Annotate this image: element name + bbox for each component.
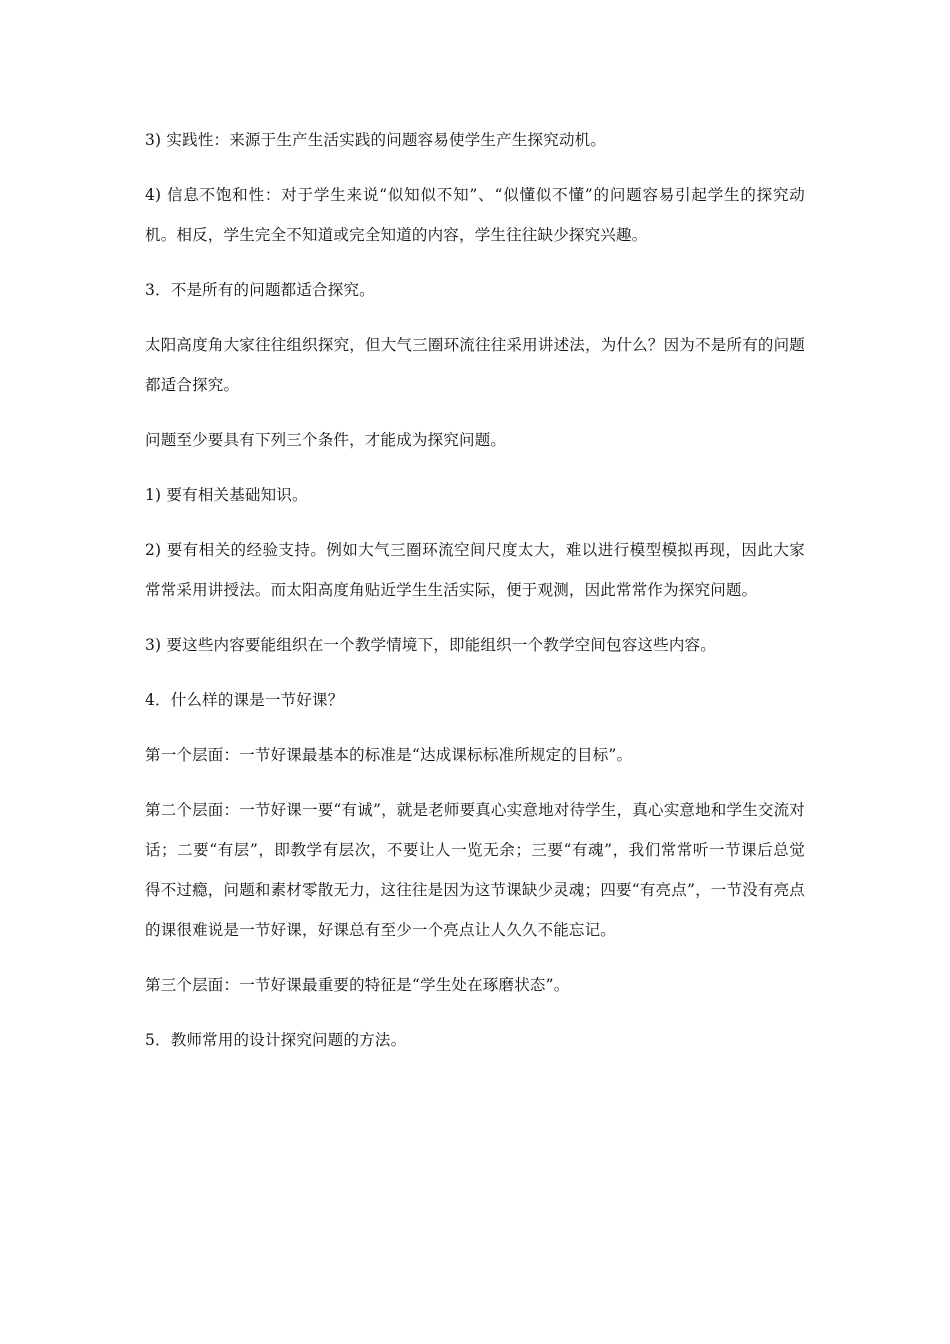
paragraph-level-3: 第三个层面：一节好课最重要的特征是“学生处在琢磨状态”。 (145, 976, 570, 994)
paragraph-level-1: 第一个层面：一节好课最基本的标准是“达成课标标准所规定的目标”。 (145, 746, 633, 764)
paragraph-level-2: 第二个层面：一节好课一要“有诚”，就是老师要真心实意地对待学生，真心实意地和学生交流对话；二要“有层”，即教学有层次，不要让人一览无余；三要“有魂”，我们常常听一节课后总觉得不过瘾，问题和素材零散无力，这往往是因为这节课缺少灵魂；四要“有亮点”，一节没有亮点的课很难说是一节好课，好课总有至少一个亮点让人久久不能忘记。 (145, 801, 805, 939)
condition-1: 1) 要有相关基础知识。 (145, 486, 308, 504)
paragraph-solar-altitude-example: 太阳高度角大家往往组织探究，但大气三圈环流往往采用讲述法，为什么？因为不是所有的问题都适合探究。 (145, 336, 805, 394)
heading-not-all-questions: 3．不是所有的问题都适合探究。 (145, 281, 375, 299)
condition-3: 3) 要这些内容要能组织在一个教学情境下，即能组织一个教学空间包容这些内容。 (145, 636, 716, 654)
condition-2: 2) 要有相关的经验支持。例如大气三圈环流空间尺度太大，难以进行模型模拟再现，因此大家常常采用讲授法。而太阳高度角贴近学生生活实际，便于观测，因此常常作为探究问题。 (145, 541, 805, 599)
paragraph-three-conditions: 问题至少要具有下列三个条件，才能成为探究问题。 (145, 431, 507, 449)
heading-good-lesson: 4．什么样的课是一节好课？ (145, 691, 344, 709)
document-body (145, 120, 805, 1075)
paragraph-practicality: 3) 实践性：来源于生产生活实践的问题容易使学生产生探究动机。 (145, 131, 607, 149)
paragraph-information-unsaturation: 4) 信息不饱和性：对于学生来说“似知似不知”、“似懂似不懂”的问题容易引起学生的探究动机。相反，学生完全不知道或完全知道的内容，学生往往缺少探究兴趣。 (145, 186, 805, 244)
heading-design-methods: 5．教师常用的设计探究问题的方法。 (145, 1031, 407, 1049)
